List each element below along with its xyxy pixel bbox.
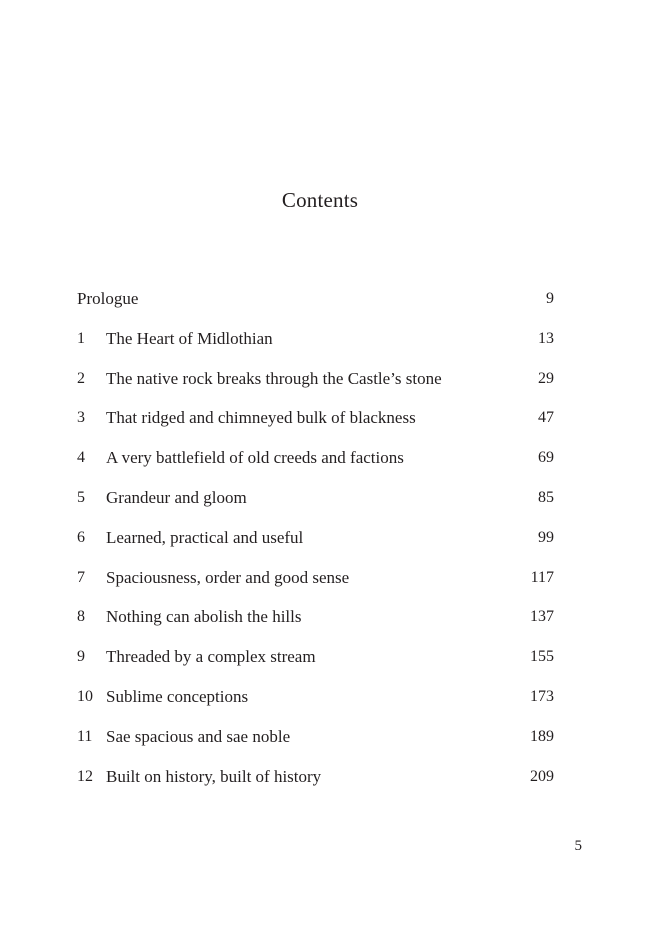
toc-entry-title: Learned, practical and useful [106,527,304,547]
toc-entry-chapter-10 [77,684,554,724]
toc-entry-title: Prologue [77,289,139,308]
toc-entry-page: 173 [530,687,554,705]
toc-entry-title: Sae spacious and sae noble [106,726,291,746]
toc-entry-number: 4 [77,449,85,467]
toc-entry-title: Spaciousness, order and good sense [106,567,350,587]
toc-entry-number: 2 [77,369,85,387]
toc-entry-title: A very battlefield of old creeds and factions [106,448,404,468]
toc-entry-number: 8 [77,608,85,626]
toc-entry-number: 9 [77,648,85,666]
toc-entry-number: 5 [77,488,85,506]
toc-entry-page: 189 [530,727,554,745]
toc-entry-chapter-12 [77,764,554,804]
toc-entry-title: The native rock breaks through the Castle’s stone [106,368,442,388]
toc-entry-page: 155 [530,648,554,666]
toc-entry-number: 11 [77,727,93,745]
toc-entry-title: Sublime conceptions [106,686,249,706]
toc-entry-page: 137 [530,608,554,626]
toc-entry-title: Nothing can abolish the hills [106,607,302,627]
toc-entry-title: The Heart of Midlothian [106,328,273,348]
toc-entry-chapter-1 [77,326,554,366]
toc-entry-chapter-2 [77,366,554,406]
toc-entry-chapter-11 [77,724,554,764]
toc-entry-chapter-6 [77,525,554,565]
toc-entry-title: Threaded by a complex stream [106,647,316,667]
toc-entry-prologue [77,286,554,326]
toc-entry-number: 3 [77,409,85,427]
toc-entry-number: 12 [77,767,93,785]
toc-entry-number: 10 [77,687,93,705]
toc-entry-title: Built on history, built of history [106,766,322,786]
toc-entry-page: 99 [538,528,554,546]
toc-entry-chapter-5 [77,485,554,525]
toc-entry-title: Grandeur and gloom [106,487,247,507]
toc-entry-chapter-4 [77,445,554,485]
page-number: 5 [574,838,582,854]
toc-entry-chapter-9 [77,644,554,684]
toc-entry-number: 6 [77,528,85,546]
toc-entry-number: 1 [77,329,85,347]
toc-entry-chapter-3 [77,405,554,445]
toc-entry-page: 9 [546,290,554,307]
table-of-contents [77,286,554,803]
toc-entry-page: 29 [538,369,554,387]
toc-entry-title: That ridged and chimneyed bulk of blackness [106,408,416,428]
page-title: Contents [281,188,359,212]
toc-entry-page: 69 [538,449,554,467]
toc-entry-number: 7 [77,568,85,586]
toc-entry-page: 85 [538,488,554,506]
toc-entry-chapter-7 [77,565,554,605]
toc-entry-chapter-8 [77,604,554,644]
toc-entry-page: 47 [538,409,554,427]
toc-entry-page: 13 [538,329,554,347]
toc-entry-page: 117 [530,568,554,586]
toc-entry-page: 209 [530,767,554,785]
